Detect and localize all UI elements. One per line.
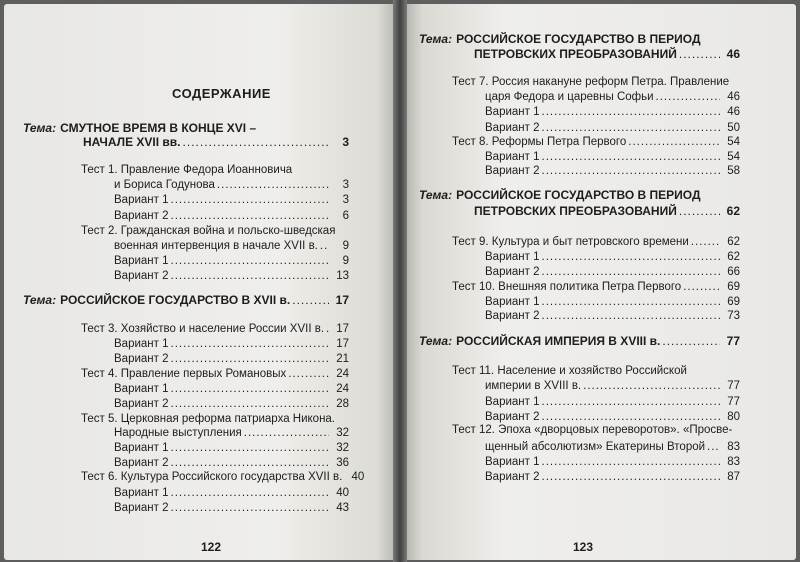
toc-test-entry [81,367,349,381]
toc-entry-title: Вариант 1 [485,151,540,163]
dot-leader [171,209,330,223]
toc-variant-entry [114,254,349,268]
toc-page-number: 50 [727,122,740,134]
toc-variant-entry [114,382,349,396]
dot-leader [542,470,721,484]
toc-variant-entry [114,441,349,455]
dot-leader [583,379,720,393]
toc-test-entry [81,412,349,426]
toc-variant-entry [485,309,740,323]
toc-page-number: 9 [342,255,349,267]
toc-entry-title: РОССИЙСКОЕ ГОСУДАРСТВО В XVII в. [60,293,291,307]
dot-leader [171,382,330,396]
toc-entry-title: Вариант 1 [485,296,540,308]
toc-entry-title: Вариант 1 [114,383,169,395]
toc-entry-title: Вариант 2 [485,165,540,177]
toc-variant-entry [485,250,740,264]
dot-leader [679,204,720,218]
toc-variant-entry [114,337,349,351]
toc-entry-title: Тест 9. Культура и быт петровского времени [452,236,689,248]
toc-variant-entry [485,265,740,279]
dot-leader [292,293,329,307]
dot-leader [183,135,329,149]
toc-theme-entry [474,47,740,61]
toc-page-number: 17 [336,323,349,335]
toc-entry-title: Тест 1. Правление Федора Иоанновича [81,164,293,176]
toc-entry-title: Вариант 2 [114,457,169,469]
toc-page-number: 58 [727,165,740,177]
dot-leader [288,367,329,381]
toc-page-number: 77 [727,380,740,392]
toc-variant-entry [485,150,740,164]
toc-entry-title: Вариант 2 [485,310,540,322]
toc-entry-title: военная интервенция в начале XVII в. [114,240,318,252]
toc-page-number: 24 [336,383,349,395]
toc-page-number: 46 [727,106,740,118]
toc-test-entry [452,364,740,378]
dot-leader [171,397,330,411]
toc-page-number: 69 [727,281,740,293]
toc-entry-title: РОССИЙСКОЕ ГОСУДАРСТВО В ПЕРИОД [456,188,701,202]
toc-variant-entry [114,397,349,411]
toc-variant-entry [485,121,740,135]
toc-test-entry [452,135,740,149]
toc-page-number: 87 [727,471,740,483]
toc-entry-title: Вариант 1 [485,106,540,118]
toc-page-number: 32 [336,442,349,454]
toc-entry-title: Вариант 1 [114,194,169,206]
toc-test-entry [485,379,740,393]
toc-entry-title: и Бориса Годунова [114,179,215,191]
dot-leader [171,501,330,515]
toc-test-entry [114,178,349,192]
contents-heading: СОДЕРЖАНИЕ [172,86,271,101]
toc-page-number: 40 [336,487,349,499]
toc-page-number: 3 [342,194,349,206]
left-page [4,4,393,560]
toc-variant-entry [485,395,740,409]
toc-variant-entry [114,352,349,366]
toc-entry-title: Вариант 2 [114,270,169,282]
dot-leader [542,250,721,264]
toc-test-entry [452,423,740,437]
toc-page-number: 9 [342,240,349,252]
toc-page-number: 3 [342,179,349,191]
toc-page-number: 17 [335,293,349,307]
toc-page-number: 46 [727,91,740,103]
toc-variant-entry [485,105,740,119]
theme-label: Тема: [419,188,453,202]
toc-page-number: 62 [726,204,740,218]
toc-variant-entry [485,455,740,469]
dot-leader [628,135,720,149]
toc-entry-title: Тест 4. Правление первых Романовых [81,368,287,380]
toc-page-number: 28 [336,398,349,410]
toc-entry-title: Народные выступления [114,427,242,439]
left-page-contents [4,4,393,560]
dot-leader [326,322,329,336]
theme-label: Тема: [419,32,453,46]
dot-leader [542,295,721,309]
dot-leader [707,440,720,454]
right-page-contents [407,4,796,560]
page-number-left: 122 [201,540,222,554]
toc-test-entry [81,322,349,336]
toc-page-number: 36 [336,457,349,469]
toc-theme-entry [419,188,740,202]
dot-leader [542,105,721,119]
toc-entry-title: Вариант 1 [114,255,169,267]
toc-test-entry [114,239,349,253]
dot-leader [542,410,721,424]
toc-entry-title: Тест 7. Россия накануне реформ Петра. Правление [452,76,730,88]
dot-leader [542,455,721,469]
toc-test-entry [485,90,740,104]
toc-page-number: 77 [727,396,740,408]
toc-entry-title: Тест 2. Гражданская война и польско-шведская [81,225,336,237]
toc-page-number: 80 [727,411,740,423]
toc-entry-title: Тест 6. Культура Российского государства XVII в. [81,471,343,483]
toc-page-number: 32 [336,427,349,439]
toc-entry-title: Вариант 1 [485,456,540,468]
dot-leader [171,337,330,351]
toc-variant-entry [114,456,349,470]
toc-page-number: 3 [342,135,349,149]
toc-entry-title: империи в XVIII в. [485,380,582,392]
toc-test-entry [452,280,740,294]
dot-leader [171,456,330,470]
toc-test-entry [452,75,740,89]
toc-entry-title: РОССИЙСКОЕ ГОСУДАРСТВО В ПЕРИОД [456,32,701,46]
dot-leader [683,280,720,294]
toc-variant-entry [485,295,740,309]
toc-entry-title: Вариант 2 [114,502,169,514]
dot-leader [542,265,721,279]
toc-entry-title: Вариант 2 [485,266,540,278]
toc-variant-entry [114,501,349,515]
toc-entry-title: Вариант 1 [485,251,540,263]
toc-entry-title: НАЧАЛЕ XVII вв. [83,135,181,149]
toc-test-entry [452,235,740,249]
toc-page-number: 17 [336,338,349,350]
toc-theme-entry [419,32,740,46]
dot-leader [691,235,720,249]
dot-leader [171,352,330,366]
toc-page-number: 24 [336,368,349,380]
toc-test-entry [81,163,349,177]
dot-leader [542,309,721,323]
dot-leader [679,47,720,61]
toc-page-number: 43 [336,502,349,514]
toc-variant-entry [485,410,740,424]
toc-theme-entry [23,121,349,135]
toc-page-number: 21 [336,353,349,365]
toc-page-number: 62 [727,251,740,263]
toc-entry-title: Тест 10. Внешняя политика Петра Первого [452,281,682,293]
dot-leader [171,269,330,283]
toc-variant-entry [485,470,740,484]
toc-entry-title: Тест 3. Хозяйство и население России XVII в. [81,323,325,335]
toc-page-number: 40 [351,471,365,483]
dot-leader [171,486,330,500]
toc-variant-entry [114,486,349,500]
toc-entry-title: Вариант 2 [114,398,169,410]
toc-theme-entry [23,293,349,307]
toc-entry-title: РОССИЙСКАЯ ИМПЕРИЯ В XVIII в. [456,334,661,348]
dot-leader [542,395,721,409]
toc-entry-title: Вариант 2 [114,353,169,365]
toc-page-number: 77 [726,334,740,348]
right-page [407,4,796,560]
toc-page-number: 66 [727,266,740,278]
toc-page-number: 6 [342,210,349,222]
toc-page-number: 46 [726,47,740,61]
dot-leader [542,121,721,135]
toc-theme-entry [83,135,349,149]
dot-leader [662,334,720,348]
toc-page-number: 62 [727,236,740,248]
toc-page-number: 69 [727,296,740,308]
toc-variant-entry [114,209,349,223]
dot-leader [244,426,329,440]
toc-entry-title: щенный абсолютизм» Екатерины Второй [485,441,706,453]
toc-entry-title: Вариант 1 [114,442,169,454]
toc-test-entry [485,440,740,454]
toc-page-number: 54 [727,136,740,148]
toc-entry-title: Вариант 1 [485,396,540,408]
book-gutter [393,0,407,562]
toc-entry-title: Тест 5. Церковная реформа патриарха Никона. [81,413,336,425]
toc-theme-entry [419,334,740,348]
theme-label: Тема: [23,121,57,135]
page-number-right: 123 [573,540,594,554]
toc-entry-title: Вариант 2 [114,210,169,222]
dot-leader [542,150,721,164]
toc-page-number: 54 [727,151,740,163]
toc-entry-title: Вариант 2 [485,411,540,423]
dot-leader [320,239,329,253]
toc-variant-entry [485,164,740,178]
toc-entry-title: СМУТНОЕ ВРЕМЯ В КОНЦЕ XVI – [60,121,257,135]
toc-entry-title: Тест 11. Население и хозяйство Российской [452,365,687,377]
toc-page-number: 13 [336,270,349,282]
toc-entry-title: царя Федора и царевны Софьи [485,91,654,103]
theme-label: Тема: [419,334,453,348]
toc-page-number: 73 [727,310,740,322]
toc-entry-title: Вариант 1 [114,338,169,350]
dot-leader [542,164,721,178]
toc-entry-title: Тест 12. Эпоха «дворцовых переворотов». «Просве- [452,424,733,436]
toc-test-entry [114,426,349,440]
dot-leader [217,178,329,192]
dot-leader [171,193,330,207]
toc-entry-title: Вариант 1 [114,487,169,499]
toc-page-number: 83 [727,456,740,468]
toc-entry-title: Вариант 2 [485,471,540,483]
toc-test-entry [81,470,365,484]
toc-test-entry [81,224,349,238]
toc-entry-title: Вариант 2 [485,122,540,134]
toc-entry-title: ПЕТРОВСКИХ ПРЕОБРАЗОВАНИЙ [474,47,677,61]
toc-theme-entry [474,204,740,218]
toc-variant-entry [114,269,349,283]
dot-leader [171,254,330,268]
toc-variant-entry [114,193,349,207]
toc-entry-title: ПЕТРОВСКИХ ПРЕОБРАЗОВАНИЙ [474,204,677,218]
dot-leader [171,441,330,455]
dot-leader [656,90,720,104]
toc-entry-title: Тест 8. Реформы Петра Первого [452,136,627,148]
toc-page-number: 83 [727,441,740,453]
theme-label: Тема: [23,293,57,307]
